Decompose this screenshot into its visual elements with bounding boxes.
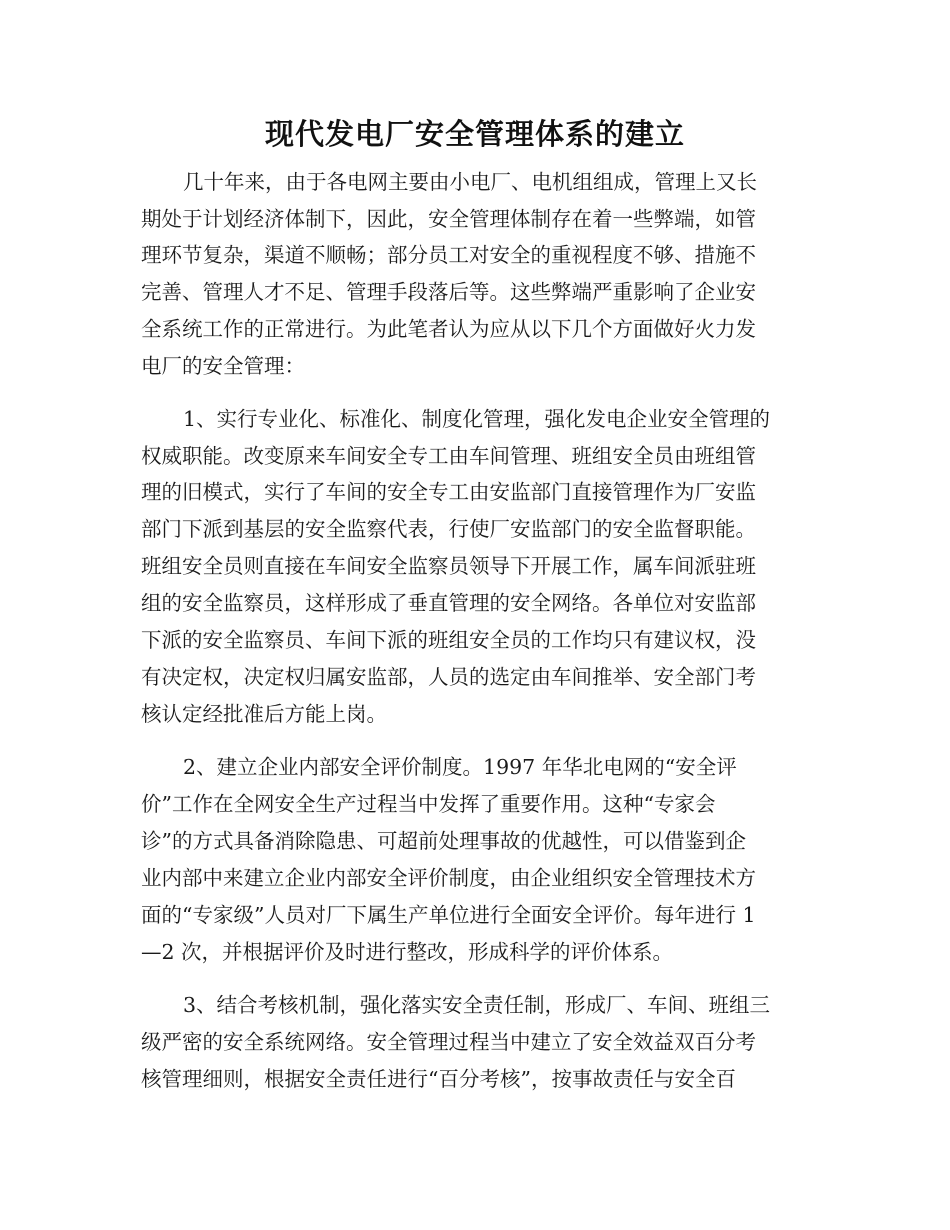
- paragraph-line: 下派的安全监察员、车间下派的班组安全员的工作均只有建议权，没: [141, 628, 756, 652]
- document-title: 现代发电厂安全管理体系的建立: [264, 117, 685, 151]
- paragraph-line: 理环节复杂，渠道不顺畅；部分员工对安全的重视程度不够、措施不: [141, 243, 756, 267]
- paragraph-line: 价”工作在全网安全生产过程当中发挥了重要作用。这种“专家会: [141, 792, 716, 816]
- paragraph-line: 级严密的安全系统网络。安全管理过程当中建立了安全效益双百分考: [141, 1030, 756, 1054]
- paragraph-line: 几十年来，由于各电网主要由小电厂、电机组组成，管理上又长: [183, 170, 757, 194]
- paragraph-line: 有决定权，决定权归属安监部，人员的选定由车间推举、安全部门考: [141, 665, 756, 689]
- paragraph-line: 期处于计划经济体制下，因此，安全管理体制存在着一些弊端，如管: [141, 207, 756, 231]
- paragraph-line: 权威职能。改变原来车间安全专工由车间管理、班组安全员由班组管: [141, 444, 756, 468]
- paragraph-line: 理的旧模式，实行了车间的安全专工由安监部门直接管理作为厂安监: [141, 480, 756, 504]
- paragraph-line: —2 次，并根据评价及时进行整改，形成科学的评价体系。: [141, 940, 674, 964]
- paragraph-line: 3、结合考核机制，强化落实安全责任制，形成厂、车间、班组三: [183, 993, 771, 1017]
- paragraph-line: 电厂的安全管理：: [141, 354, 305, 378]
- paragraph-line: 核管理细则，根据安全责任进行“百分考核”，按事故责任与安全百: [141, 1067, 736, 1091]
- paragraph-line: 核认定经批准后方能上岗。: [141, 702, 387, 726]
- paragraph-line: 组的安全监察员，这样形成了垂直管理的安全网络。各单位对安监部: [141, 591, 756, 615]
- paragraph-line: 班组安全员则直接在车间安全监察员领导下开展工作，属车间派驻班: [141, 554, 756, 578]
- paragraph-line: 部门下派到基层的安全监察代表，行使厂安监部门的安全监督职能。: [141, 517, 756, 541]
- paragraph-line: 诊”的方式具备消除隐患、可超前处理事故的优越性，可以借鉴到企: [141, 829, 746, 853]
- paragraph-line: 1、实行专业化、标准化、制度化管理，强化发电企业安全管理的: [183, 407, 771, 431]
- paragraph-line: 完善、管理人才不足、管理手段落后等。这些弊端严重影响了企业安: [141, 280, 756, 304]
- paragraph-line: 面的“专家级”人员对厂下属生产单位进行全面安全评价。每年进行 1: [141, 903, 756, 927]
- paragraph-line: 业内部中来建立企业内部安全评价制度，由企业组织安全管理技术方: [141, 866, 756, 890]
- paragraph-line: 2、建立企业内部安全评价制度。1997 年华北电网的“安全评: [183, 755, 737, 779]
- paragraph-line: 全系统工作的正常进行。为此笔者认为应从以下几个方面做好火力发: [141, 317, 756, 341]
